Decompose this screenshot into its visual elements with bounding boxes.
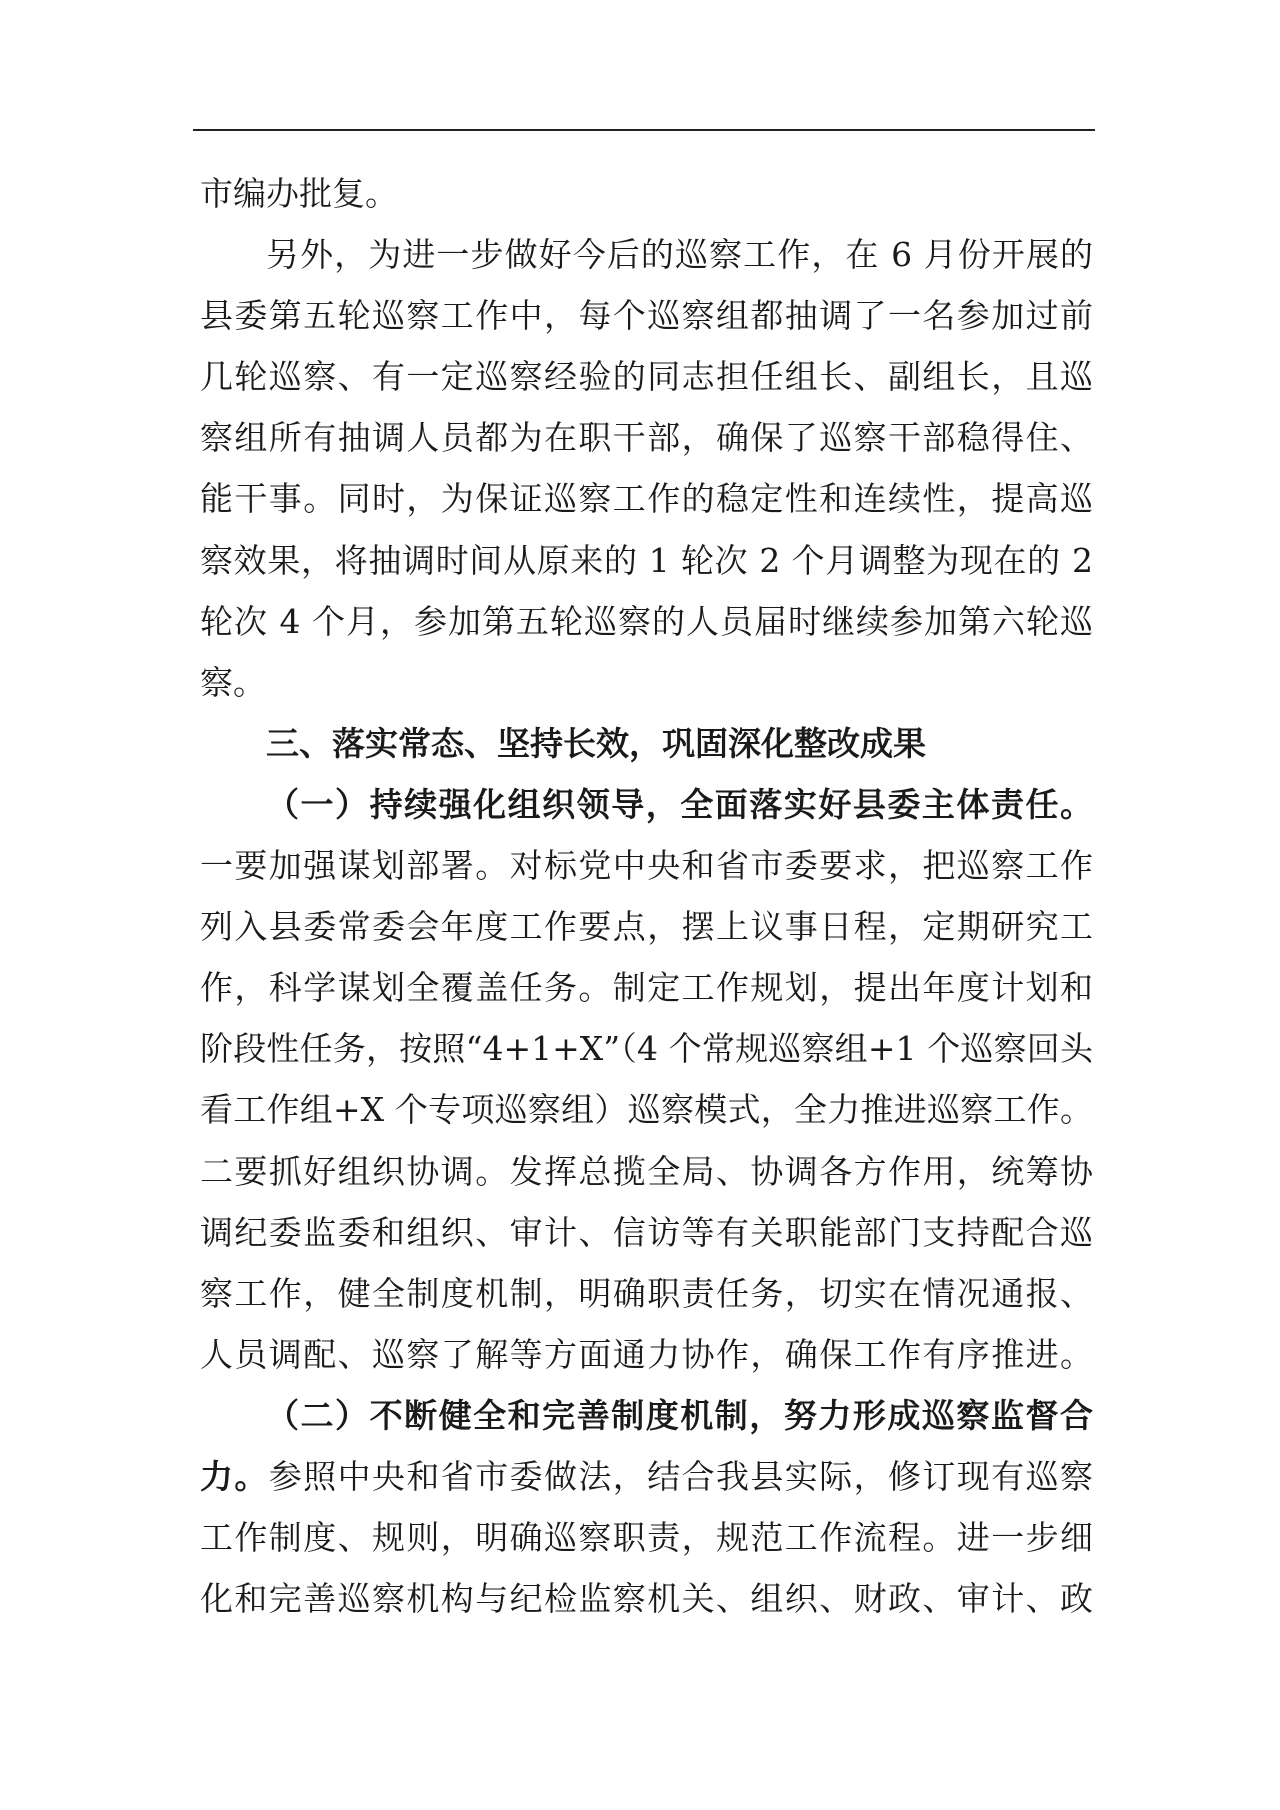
paragraph-line: 二要抓好组织协调。发挥总揽全局、协调各方作用，统筹协	[200, 1151, 1093, 1191]
section-heading: 三、落实常态、坚持长效，巩固深化整改成果	[266, 723, 926, 763]
paragraph-line: 轮次 4 个月，参加第五轮巡察的人员届时继续参加第六轮巡	[200, 601, 1093, 641]
paragraph-line: 察效果，将抽调时间从原来的 1 轮次 2 个月调整为现在的 2	[200, 540, 1093, 580]
paragraph-line: 人员调配、巡察了解等方面通力协作，确保工作有序推进。	[200, 1334, 1093, 1374]
page-body	[200, 163, 1093, 1629]
paragraph-line: 一要加强谋划部署。对标党中央和省市委要求，把巡察工作	[200, 846, 1093, 886]
paragraph-line: 察工作，健全制度机制，明确职责任务，切实在情况通报、	[200, 1273, 1093, 1313]
paragraph-line: 几轮巡察、有一定巡察经验的同志担任组长、副组长，且巡	[200, 357, 1093, 397]
paragraph-line	[200, 1446, 1093, 1507]
paragraph-line: 作，科学谋划全覆盖任务。制定工作规划，提出年度计划和	[200, 968, 1093, 1008]
paragraph-line: 化和完善巡察机构与纪检监察机关、组织、财政、审计、政	[200, 1579, 1093, 1619]
paragraph-line: 另外，为进一步做好今后的巡察工作，在 6 月份开展的	[266, 235, 1093, 275]
paragraph-line: 工作制度、规则，明确巡察职责，规范工作流程。进一步细	[200, 1518, 1093, 1558]
paragraph-line: 列入县委常委会年度工作要点，摆上议事日程，定期研究工	[200, 907, 1093, 947]
paragraph-line: 看工作组+X 个专项巡察组）巡察模式，全力推进巡察工作。	[200, 1090, 1093, 1130]
paragraph-line: 调纪委监委和组织、审计、信访等有关职能部门支持配合巡	[200, 1212, 1093, 1252]
paragraph-line: 察。	[200, 662, 266, 702]
subsection-heading-tail: 力。	[200, 1456, 269, 1496]
subsection-heading: （一）持续强化组织领导，全面落实好县委主体责任。	[266, 784, 1093, 824]
paragraph-line: 市编办批复。	[200, 174, 398, 213]
header-rule	[193, 129, 1095, 131]
paragraph-line: 察组所有抽调人员都为在职干部，确保了巡察干部稳得住、	[200, 418, 1093, 458]
paragraph-line: 阶段性任务，按照“4+1+X”（4 个常规巡察组+1 个巡察回头	[200, 1029, 1093, 1069]
paragraph-text: 参照中央和省市委做法，结合我县实际，修订现有巡察	[268, 1456, 1093, 1496]
paragraph-line: 县委第五轮巡察工作中，每个巡察组都抽调了一名参加过前	[200, 296, 1093, 336]
paragraph-line: 能干事。同时，为保证巡察工作的稳定性和连续性，提高巡	[200, 479, 1093, 519]
subsection-heading: （二）不断健全和完善制度机制，努力形成巡察监督合	[266, 1395, 1093, 1435]
